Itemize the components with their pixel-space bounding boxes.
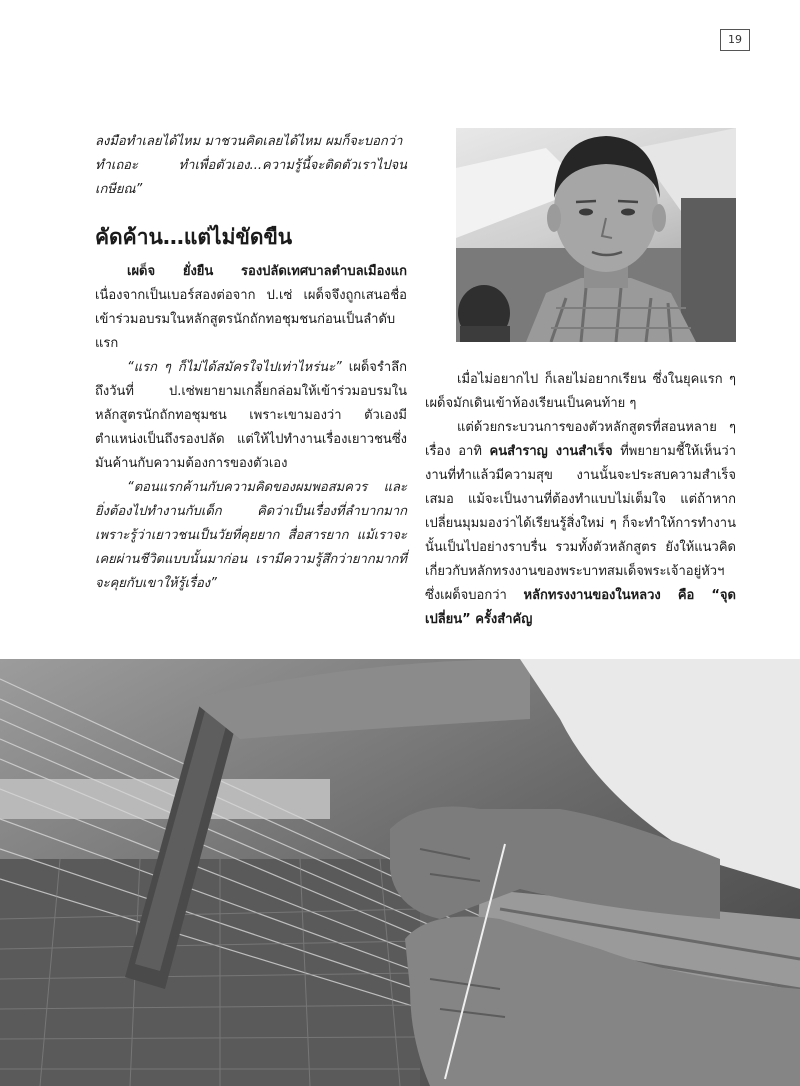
- right-column: [425, 368, 736, 632]
- paragraph-2-text: เผด็จรำลึกถึงวันที่ ป.เซ่พยายามเกลี้ยกล่อมให้เข้าร่วมอบรมในหลักสูตรนักถักทอชุมชน เพราะเขามองว่า ตัวเองมีตำแหน่งเป็นถึงรองปลัด แต่ให้ไปทำงานเรื่องเยาวชนซึ่งมันค้านกับความต้องการของตัวเอง: [95, 360, 408, 471]
- paragraph-1-text: เนื่องจากเป็นเบอร์สองต่อจาก ป.เซ่ เผด็จจึงถูกเสนอชื่อเข้าร่วมอบรมในหลักสูตรนักถักทอชุมชนก่อนเป็นลำดับแรก: [95, 288, 407, 351]
- paragraph-2: [95, 356, 407, 476]
- weaving-photo: [0, 659, 800, 1086]
- portrait-photo: [456, 128, 736, 342]
- paragraph-1: [95, 260, 407, 356]
- course-name: คนสำราญ งานสำเร็จ: [489, 444, 613, 459]
- paragraph-4: เมื่อไม่อยากไป ก็เลยไม่อยากเรียน ซึ่งในยุคแรก ๆ เผด็จมักเดินเข้าห้องเรียนเป็นคนท้าย ๆ: [425, 372, 736, 411]
- left-column: [95, 130, 407, 596]
- quote-inline: “แรก ๆ ก็ไม่ได้สมัครใจไปเท่าไหร่นะ”: [127, 360, 342, 375]
- paragraph-5-text-a: แต่ด้วยกระบวนการของตัวหลักสูตรที่สอนหลาย ๆ เรื่อง อาทิ: [425, 420, 736, 459]
- key-point: หลักทรงงานของในหลวง คือ “จุดเปลี่ยน” ครั้งสำคัญ: [425, 588, 736, 627]
- intro-quote-line-2: ทำเถอะ ทำเพื่อตัวเอง...ความรู้นี้จะติดตัวเราไปจนเกษียณ”: [95, 158, 407, 197]
- section-heading: คัดค้าน…แต่ไม่ขัดขืน: [95, 225, 293, 249]
- portrait-illustration: [456, 128, 736, 342]
- paragraph-5-text-b: ที่พยายามชี้ให้เห็นว่างานที่ทำแล้วมีความสุข งานนั้นจะประสบความสำเร็จเสมอ แม้จะเป็นงานที่ต้องทำแบบไม่เต็มใจ แต่ถ้าหากเปลี่ยนมุมมองว่าได้เรียนรู้สิ่งใหม่ ๆ ก็จะทำให้การทำงานนั้นเป็นไปอย่างราบรื่น รวมทั้งตัวหลักสูตร ยังให้แนวคิดเกี่ยวกับหลักทรงงานของพระบาทสมเด็จพระเจ้าอยู่หัวฯ ซึ่งเผด็จบอกว่า: [425, 444, 736, 603]
- paragraph-3-quote: “ตอนแรกค้านกับความคิดของผมพอสมควร และยิ่งต้องไปทำงานกับเด็ก คิดว่าเป็นเรื่องที่ลำบากมาก เพราะรู้ว่าเยาวชนเป็นวัยที่คุยยาก สื่อสารยาก แม้เราจะเคยผ่านชีวิตแบบนั้นมาก่อน เรามีความรู้สึกว่ายากมากที่จะคุยกับเขาให้รู้เรื่อง”: [95, 480, 407, 591]
- person-name: เผด็จ ยั่งยืน รองปลัดเทศบาลตำบลเมืองแก: [127, 264, 407, 279]
- weaving-illustration: [0, 659, 800, 1086]
- intro-quote: [95, 130, 407, 202]
- page-number: 19: [720, 29, 750, 51]
- intro-quote-line-1: ลงมือทำเลยได้ไหม มาชวนคิดเลยได้ไหม ผมก็จะบอกว่า: [95, 134, 403, 149]
- paragraph-5: [425, 416, 736, 632]
